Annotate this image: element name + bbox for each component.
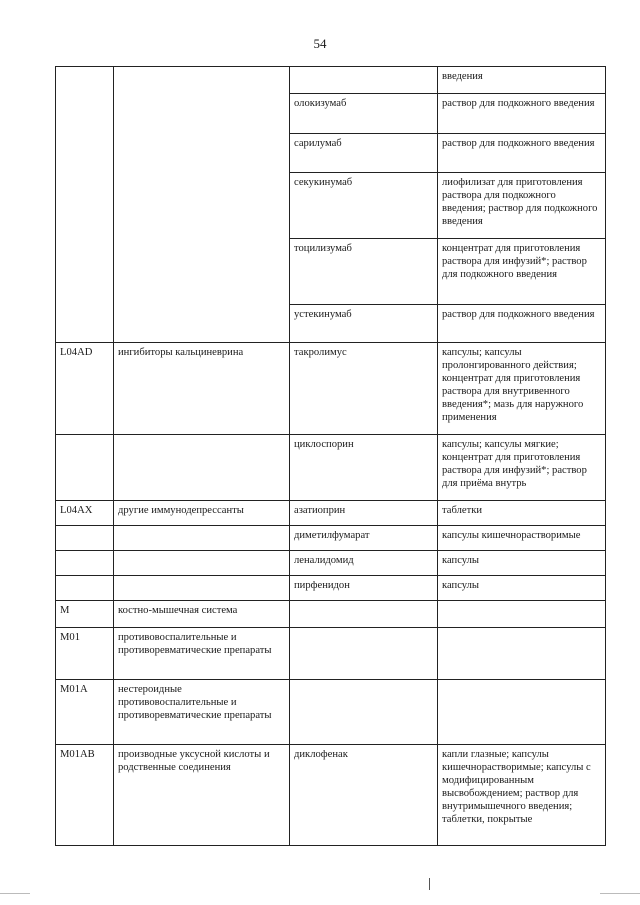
page-number: 54 [313,36,327,51]
group-name-cell: нестероидные противовоспалительные и противоревматические препараты [114,680,290,745]
table-row [56,435,606,501]
drug-name-cell: секукинумаб [290,173,438,239]
scan-mark [429,878,430,890]
group-name-cell: противовоспалительные и противоревматические препараты [114,628,290,680]
dosage-form-cell: капсулы [438,551,606,576]
group-name-cell [114,551,290,576]
dosage-form-cell: капсулы кишечнорастворимые [438,526,606,551]
table-row [56,343,606,435]
table-row [56,67,606,94]
atc-code-cell: M01AB [56,745,114,846]
drug-name-cell: такролимус [290,343,438,435]
dosage-form-cell: капсулы; капсулы мягкие; концентрат для приготовления раствора для инфузий*; раствор для приёма внутрь [438,435,606,501]
group-name-cell [114,435,290,501]
dosage-form-cell: раствор для подкожного введения [438,94,606,134]
table-row [56,501,606,526]
dosage-form-cell: лиофилизат для приготовления раствора для подкожного введения; раствор для подкожного введения [438,173,606,239]
atc-code-cell [56,67,114,343]
group-name-cell: производные уксусной кислоты и родственные соединения [114,745,290,846]
drug-name-cell [290,628,438,680]
drug-name-cell: циклоспорин [290,435,438,501]
table-row [56,576,606,601]
group-name-cell [114,67,290,343]
dosage-form-cell: введения [438,67,606,94]
drug-name-cell: пирфенидон [290,576,438,601]
drug-name-cell: диметилфумарат [290,526,438,551]
table-row [56,526,606,551]
atc-code-cell: M [56,601,114,628]
drug-name-cell [290,67,438,94]
atc-code-cell [56,526,114,551]
drug-table [55,66,606,846]
scan-mark [0,893,30,894]
atc-code-cell: L04AD [56,343,114,435]
drug-name-cell: диклофенак [290,745,438,846]
drug-name-cell: азатиоприн [290,501,438,526]
table-row [56,745,606,846]
atc-code-cell: M01A [56,680,114,745]
scan-mark [600,893,640,894]
drug-name-cell: леналидомид [290,551,438,576]
atc-code-cell [56,576,114,601]
atc-code-cell [56,551,114,576]
atc-code-cell: L04AX [56,501,114,526]
drug-name-cell [290,601,438,628]
drug-name-cell [290,680,438,745]
table-row [56,680,606,745]
dosage-form-cell [438,601,606,628]
drug-name-cell: сарилумаб [290,134,438,173]
dosage-form-cell: капсулы [438,576,606,601]
dosage-form-cell: капсулы; капсулы пролонгированного действия; концентрат для приготовления раствора для внутривенного введения*; мазь для наружного применения [438,343,606,435]
dosage-form-cell: раствор для подкожного введения [438,305,606,343]
table-row [56,551,606,576]
atc-code-cell [56,435,114,501]
dosage-form-cell: раствор для подкожного введения [438,134,606,173]
group-name-cell [114,526,290,551]
group-name-cell: ингибиторы кальциневрина [114,343,290,435]
drug-name-cell: олокизумаб [290,94,438,134]
table-row [56,601,606,628]
drug-name-cell: тоцилизумаб [290,239,438,305]
dosage-form-cell: капли глазные; капсулы кишечнорастворимые; капсулы с модифицированным высвобождением; раствор для внутримышечного введения; таблетки, покрытые [438,745,606,846]
group-name-cell: другие иммунодепрессанты [114,501,290,526]
table-row [56,628,606,680]
group-name-cell: костно-мышечная система [114,601,290,628]
drug-name-cell: устекинумаб [290,305,438,343]
dosage-form-cell: таблетки [438,501,606,526]
atc-code-cell: M01 [56,628,114,680]
dosage-form-cell [438,628,606,680]
group-name-cell [114,576,290,601]
dosage-form-cell [438,680,606,745]
dosage-form-cell: концентрат для приготовления раствора для инфузий*; раствор для подкожного введения [438,239,606,305]
